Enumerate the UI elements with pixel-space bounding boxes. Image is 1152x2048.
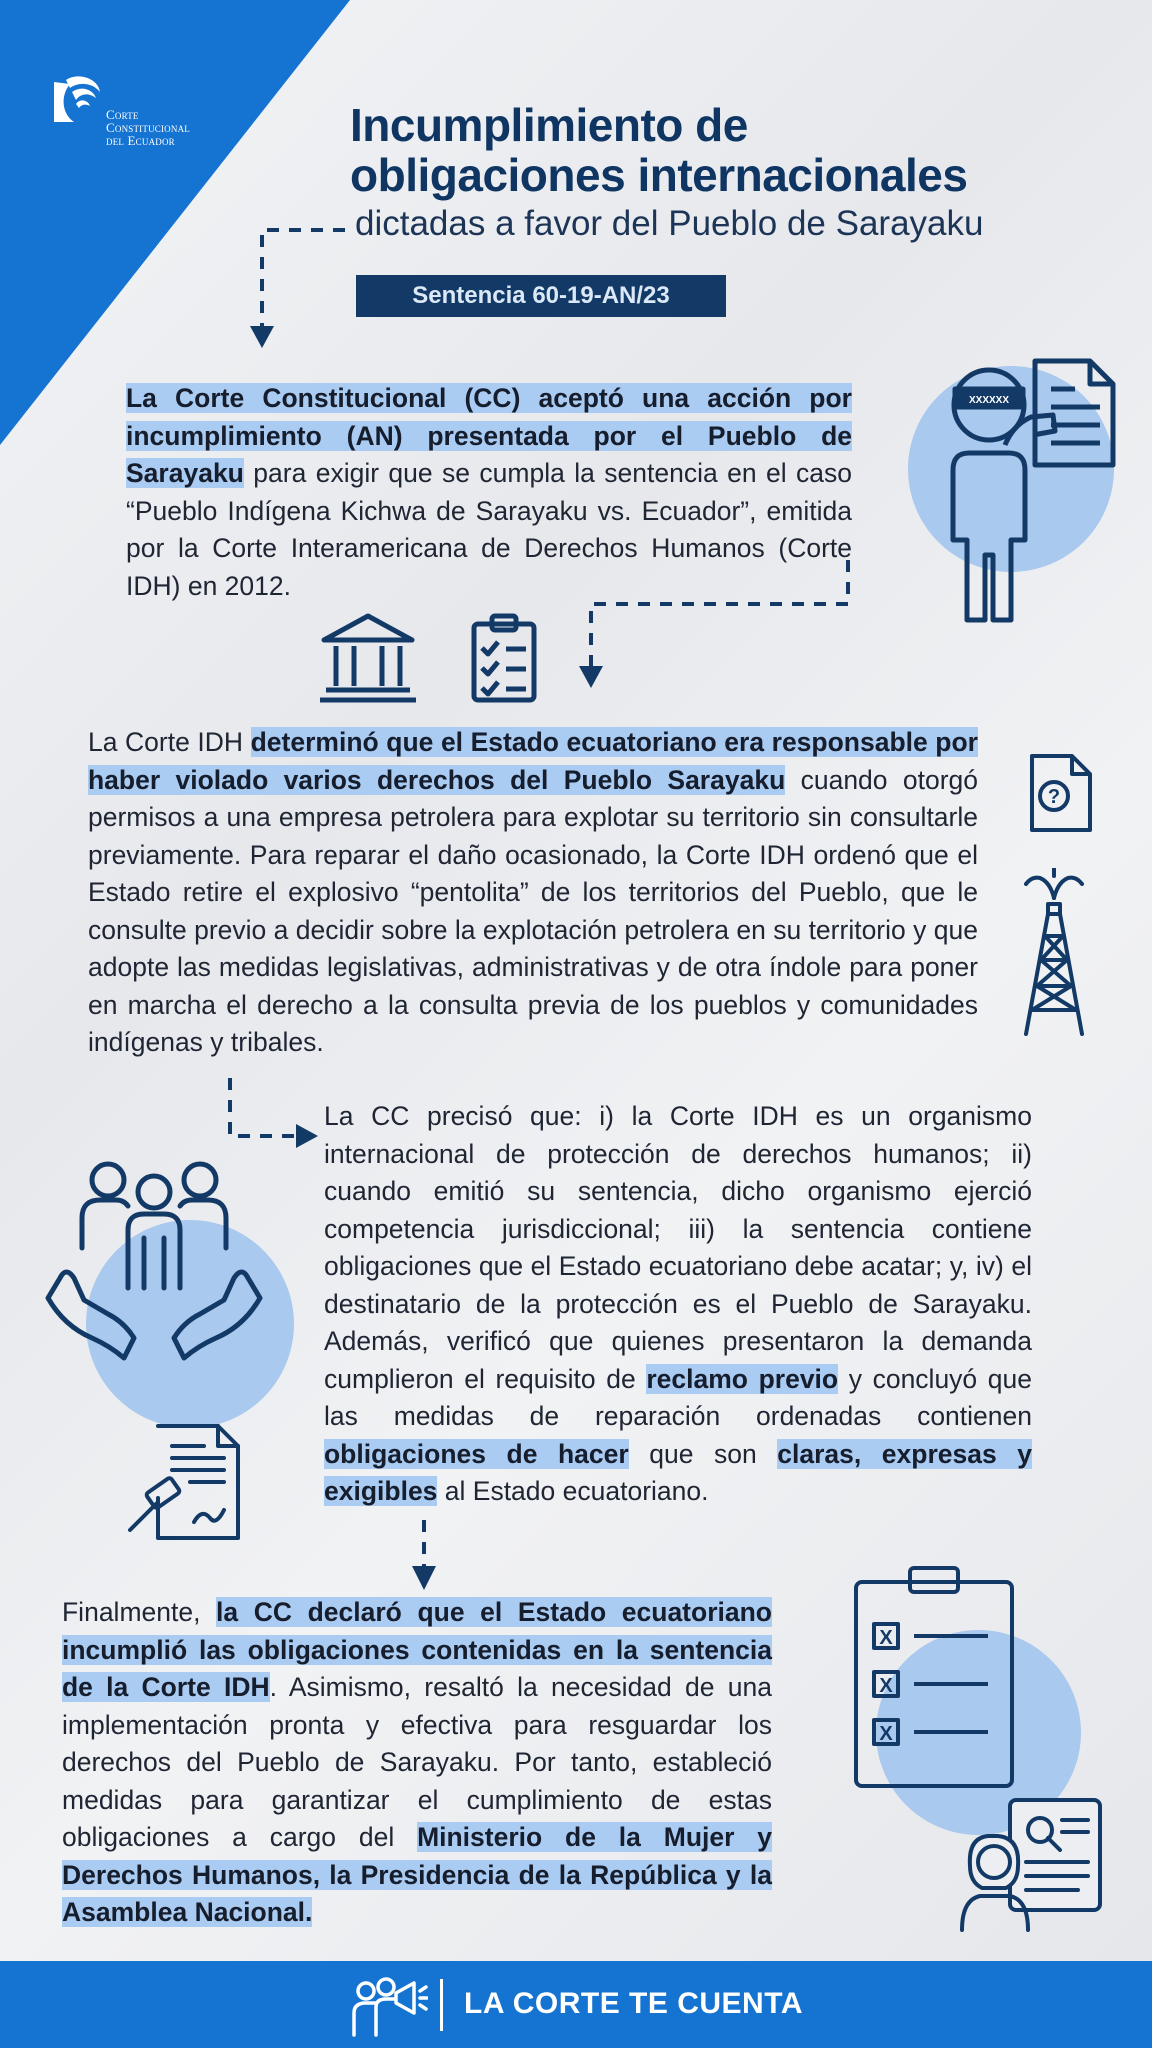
megaphone-people-icon — [352, 1973, 428, 2037]
person-document-icon — [915, 355, 1125, 625]
check-mark-1: X — [879, 1627, 893, 1649]
section-4-paragraph — [62, 1594, 772, 1932]
case-number-badge: Sentencia 60-19-AN/23 — [356, 275, 726, 317]
section-2-text: cuando otorgó permisos a una empresa petrolera para explotar su territorio sin consultarle previamente. Para reparar el daño ocasionado, la Corte IDH ordenó que el Estado retire el explosivo “pentolita” de los territorios del Pueblo, que le consulte previo a decidir sobre la explotación petrolera en su territorio y que adopte las medidas legislativas, administrativas y de otra índole para poner en marcha el derecho a la consulta previa de los pueblos y comunidades indígenas y tribales. — [88, 764, 978, 1057]
check-mark-3: X — [879, 1723, 893, 1745]
section-3-paragraph — [324, 1098, 1032, 1511]
logo-line-1: Corte — [106, 107, 139, 122]
section-3-text-2: y concluyó que las medidas de reparación ordenadas contienen — [324, 1363, 1032, 1431]
section-2-highlight: determinó que el Estado ecuatoriano era responsable por haber violado varios derechos del Pueblo Sarayaku — [88, 727, 978, 795]
oil-rig-icon — [1018, 868, 1090, 1036]
section-3-text-4: al Estado ecuatoriano. — [437, 1476, 709, 1506]
section-4-highlight-1: la CC declaró que el Estado ecuatoriano incumplió las obligaciones contenidas en la sentencia de la Corte IDH — [62, 1597, 772, 1702]
arrow-head-4 — [412, 1566, 436, 1590]
section-3-text-1: La CC precisó que: i) la Corte IDH es un organismo internacional de protección de derechos humanos; ii) cuando emitió su sentencia, dicho organismo ejerció competencia jurisdiccional; iii) la sentencia contiene obligaciones que el Estado ecuatoriano debe acatar; y, iv) el destinatario de la protección es el Pueblo de Sarayaku. Además, verificó que quienes presentaron la demanda cumplieron el requisito de — [324, 1101, 1032, 1394]
question-mark: ? — [1047, 786, 1061, 808]
logo-line-2: Constitucional — [106, 120, 190, 135]
section-4-text: . Asimismo, resaltó la necesidad de una implementación pronta y efectiva para resguardar los derechos del Pueblo de Sarayaku. Por tanto, estableció medidas para garantizar el cumplimiento de estas obligaciones a cargo del — [62, 1672, 772, 1852]
section-4-highlight-2: Ministerio de la Mujer y Derechos Humanos, la Presidencia de la República y la Asamblea Nacional. — [62, 1822, 772, 1927]
footer-divider — [440, 1979, 443, 2031]
section-3-highlight-3: claras, expresas y exigibles — [324, 1438, 1032, 1506]
logo-line-3: del Ecuador — [106, 133, 175, 148]
section-3-highlight-1: reclamo previo — [646, 1363, 839, 1394]
id-badge-text: XXXXXX — [968, 395, 1010, 406]
section-2-paragraph — [88, 724, 978, 1062]
footer-label: LA CORTE TE CUENTA — [464, 1987, 803, 2020]
title-line-2: obligaciones internacionales — [350, 149, 968, 201]
check-mark-2: X — [879, 1675, 893, 1697]
clipboard-x-icon — [852, 1564, 1016, 1790]
title-line-1: Incumplimiento de — [350, 99, 748, 151]
page-subtitle: dictadas a favor del Pueblo de Sarayaku — [355, 204, 984, 243]
arrow-head-3 — [296, 1124, 318, 1148]
section-1-text: para exigir que se cumpla la sentencia en el caso “Pueblo Indígena Kichwa de Sarayaku vs. Ecuador”, emitida por la Corte Interamericana de Derechos Humanos (Corte IDH) en 2012. — [126, 458, 852, 601]
section-4-pre: Finalmente, — [62, 1597, 217, 1627]
arrow-head-1 — [250, 326, 274, 348]
section-2-pre: La Corte IDH — [88, 727, 251, 757]
section-3-highlight-2: obligaciones de hacer — [324, 1438, 629, 1469]
gavel-document-icon — [124, 1422, 244, 1542]
section-3-text-3: que son — [628, 1438, 778, 1469]
arrow-head-2 — [579, 666, 603, 688]
courthouse-icon — [316, 612, 420, 704]
section-1-paragraph — [126, 380, 852, 605]
people-care-icon — [44, 1158, 264, 1366]
investigator-icon — [958, 1796, 1108, 1932]
question-document-icon — [1028, 752, 1094, 834]
section-1-highlight: La Corte Constitucional (CC) aceptó una acción por incumplimiento (AN) presentada por el Pueblo de Sarayaku — [126, 383, 852, 488]
footer-bar — [0, 1961, 1152, 2048]
checklist-icon — [468, 612, 540, 704]
